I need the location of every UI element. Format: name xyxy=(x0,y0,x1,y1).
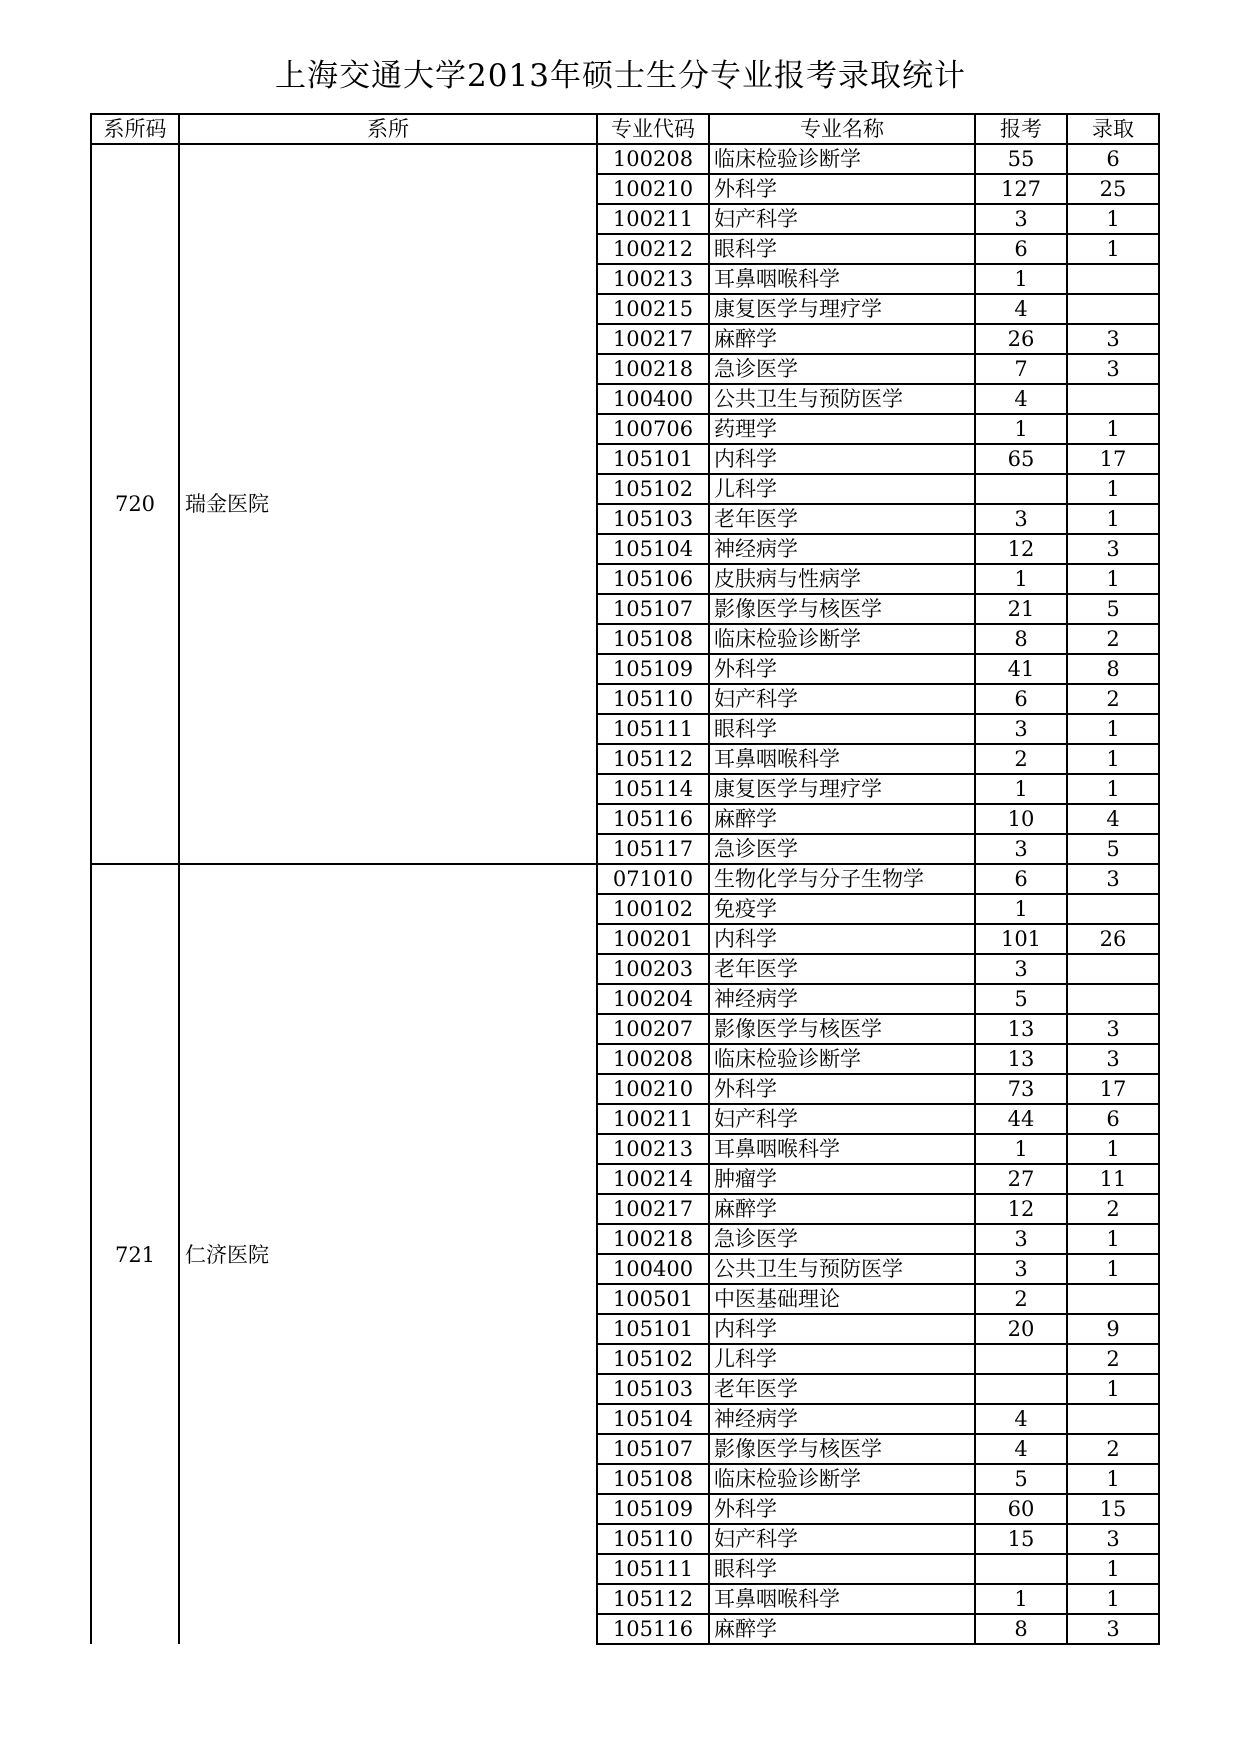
major-name-cell: 内科学 xyxy=(709,444,975,474)
admitted-cell: 2 xyxy=(1067,1194,1159,1224)
major-code-cell: 100706 xyxy=(597,414,709,444)
applied-cell: 21 xyxy=(975,594,1067,624)
header-admitted: 录取 xyxy=(1067,114,1159,144)
major-name-cell: 麻醉学 xyxy=(709,1614,975,1644)
applied-cell: 1 xyxy=(975,264,1067,294)
applied-cell: 6 xyxy=(975,864,1067,894)
applied-cell: 44 xyxy=(975,1104,1067,1134)
major-code-cell: 105116 xyxy=(597,1614,709,1644)
major-code-cell: 105102 xyxy=(597,474,709,504)
header-major-name: 专业名称 xyxy=(709,114,975,144)
admitted-cell: 1 xyxy=(1067,414,1159,444)
applied-cell: 2 xyxy=(975,744,1067,774)
major-name-cell: 康复医学与理疗学 xyxy=(709,294,975,324)
major-name-cell: 影像医学与核医学 xyxy=(709,594,975,624)
admitted-cell: 4 xyxy=(1067,804,1159,834)
admitted-cell xyxy=(1067,384,1159,414)
major-name-cell: 内科学 xyxy=(709,924,975,954)
admitted-cell: 1 xyxy=(1067,564,1159,594)
major-code-cell: 105107 xyxy=(597,1434,709,1464)
major-code-cell: 105109 xyxy=(597,654,709,684)
admitted-cell: 9 xyxy=(1067,1314,1159,1344)
major-name-cell: 神经病学 xyxy=(709,984,975,1014)
admitted-cell: 2 xyxy=(1067,1434,1159,1464)
major-code-cell: 105108 xyxy=(597,624,709,654)
admitted-cell: 2 xyxy=(1067,624,1159,654)
admitted-cell: 8 xyxy=(1067,654,1159,684)
admitted-cell xyxy=(1067,1284,1159,1314)
major-name-cell: 眼科学 xyxy=(709,234,975,264)
applied-cell: 41 xyxy=(975,654,1067,684)
major-name-cell: 生物化学与分子生物学 xyxy=(709,864,975,894)
major-name-cell: 妇产科学 xyxy=(709,1524,975,1554)
applied-cell: 3 xyxy=(975,204,1067,234)
applied-cell: 4 xyxy=(975,1434,1067,1464)
major-code-cell: 105104 xyxy=(597,1404,709,1434)
major-code-cell: 100213 xyxy=(597,1134,709,1164)
admitted-cell: 3 xyxy=(1067,324,1159,354)
major-code-cell: 100211 xyxy=(597,204,709,234)
admitted-cell: 1 xyxy=(1067,744,1159,774)
statistics-table xyxy=(90,113,1160,1645)
major-code-cell: 105102 xyxy=(597,1344,709,1374)
applied-cell: 4 xyxy=(975,294,1067,324)
applied-cell xyxy=(975,1554,1067,1584)
applied-cell: 13 xyxy=(975,1014,1067,1044)
applied-cell: 127 xyxy=(975,174,1067,204)
major-code-cell: 105116 xyxy=(597,804,709,834)
major-code-cell: 071010 xyxy=(597,864,709,894)
major-name-cell: 急诊医学 xyxy=(709,834,975,864)
major-name-cell: 外科学 xyxy=(709,174,975,204)
major-code-cell: 100218 xyxy=(597,354,709,384)
applied-cell xyxy=(975,1344,1067,1374)
major-name-cell: 影像医学与核医学 xyxy=(709,1434,975,1464)
major-name-cell: 儿科学 xyxy=(709,474,975,504)
applied-cell: 3 xyxy=(975,834,1067,864)
admitted-cell: 11 xyxy=(1067,1164,1159,1194)
admitted-cell: 1 xyxy=(1067,1554,1159,1584)
major-code-cell: 100211 xyxy=(597,1104,709,1134)
major-code-cell: 100204 xyxy=(597,984,709,1014)
applied-cell: 4 xyxy=(975,384,1067,414)
applied-cell: 1 xyxy=(975,1134,1067,1164)
major-name-cell: 外科学 xyxy=(709,654,975,684)
applied-cell: 1 xyxy=(975,564,1067,594)
major-name-cell: 神经病学 xyxy=(709,534,975,564)
major-name-cell: 耳鼻咽喉科学 xyxy=(709,1134,975,1164)
major-name-cell: 耳鼻咽喉科学 xyxy=(709,744,975,774)
major-code-cell: 105110 xyxy=(597,684,709,714)
admitted-cell: 1 xyxy=(1067,1224,1159,1254)
major-code-cell: 100217 xyxy=(597,1194,709,1224)
admitted-cell: 1 xyxy=(1067,1254,1159,1284)
major-code-cell: 100208 xyxy=(597,144,709,174)
admitted-cell: 3 xyxy=(1067,1014,1159,1044)
major-name-cell: 麻醉学 xyxy=(709,1194,975,1224)
major-name-cell: 临床检验诊断学 xyxy=(709,624,975,654)
major-name-cell: 老年医学 xyxy=(709,1374,975,1404)
major-name-cell: 临床检验诊断学 xyxy=(709,1044,975,1074)
major-code-cell: 100217 xyxy=(597,324,709,354)
applied-cell: 60 xyxy=(975,1494,1067,1524)
applied-cell: 12 xyxy=(975,534,1067,564)
major-name-cell: 耳鼻咽喉科学 xyxy=(709,264,975,294)
dept-name-cell: 瑞金医院 xyxy=(179,144,597,864)
admitted-cell xyxy=(1067,294,1159,324)
applied-cell xyxy=(975,474,1067,504)
admitted-cell xyxy=(1067,1404,1159,1434)
major-name-cell: 妇产科学 xyxy=(709,1104,975,1134)
applied-cell: 10 xyxy=(975,804,1067,834)
major-name-cell: 神经病学 xyxy=(709,1404,975,1434)
dept-code-cell: 721 xyxy=(91,864,179,1644)
admitted-cell xyxy=(1067,984,1159,1014)
applied-cell: 101 xyxy=(975,924,1067,954)
admitted-cell: 25 xyxy=(1067,174,1159,204)
applied-cell: 1 xyxy=(975,894,1067,924)
admitted-cell: 2 xyxy=(1067,684,1159,714)
major-name-cell: 临床检验诊断学 xyxy=(709,1464,975,1494)
major-code-cell: 105109 xyxy=(597,1494,709,1524)
admitted-cell: 3 xyxy=(1067,1044,1159,1074)
applied-cell xyxy=(975,1374,1067,1404)
major-name-cell: 外科学 xyxy=(709,1074,975,1104)
admitted-cell: 1 xyxy=(1067,1464,1159,1494)
applied-cell: 55 xyxy=(975,144,1067,174)
admitted-cell: 1 xyxy=(1067,1134,1159,1164)
header-major-code: 专业代码 xyxy=(597,114,709,144)
admitted-cell: 1 xyxy=(1067,1374,1159,1404)
major-code-cell: 105104 xyxy=(597,534,709,564)
applied-cell: 13 xyxy=(975,1044,1067,1074)
dept-code-cell: 720 xyxy=(91,144,179,864)
major-name-cell: 耳鼻咽喉科学 xyxy=(709,1584,975,1614)
major-code-cell: 100208 xyxy=(597,1044,709,1074)
admitted-cell: 2 xyxy=(1067,1344,1159,1374)
admitted-cell: 5 xyxy=(1067,834,1159,864)
applied-cell: 3 xyxy=(975,1224,1067,1254)
dept-name-cell: 仁济医院 xyxy=(179,864,597,1644)
applied-cell: 6 xyxy=(975,234,1067,264)
admitted-cell: 1 xyxy=(1067,204,1159,234)
major-name-cell: 儿科学 xyxy=(709,1344,975,1374)
applied-cell: 5 xyxy=(975,984,1067,1014)
major-name-cell: 妇产科学 xyxy=(709,684,975,714)
major-name-cell: 中医基础理论 xyxy=(709,1284,975,1314)
major-name-cell: 肿瘤学 xyxy=(709,1164,975,1194)
applied-cell: 27 xyxy=(975,1164,1067,1194)
major-name-cell: 眼科学 xyxy=(709,1554,975,1584)
major-name-cell: 公共卫生与预防医学 xyxy=(709,1254,975,1284)
major-code-cell: 100212 xyxy=(597,234,709,264)
applied-cell: 1 xyxy=(975,1584,1067,1614)
applied-cell: 3 xyxy=(975,714,1067,744)
major-code-cell: 105114 xyxy=(597,774,709,804)
applied-cell: 20 xyxy=(975,1314,1067,1344)
applied-cell: 73 xyxy=(975,1074,1067,1104)
major-code-cell: 100400 xyxy=(597,1254,709,1284)
applied-cell: 3 xyxy=(975,504,1067,534)
admitted-cell: 1 xyxy=(1067,714,1159,744)
applied-cell: 4 xyxy=(975,1404,1067,1434)
applied-cell: 6 xyxy=(975,684,1067,714)
major-code-cell: 105111 xyxy=(597,1554,709,1584)
applied-cell: 65 xyxy=(975,444,1067,474)
admitted-cell: 6 xyxy=(1067,144,1159,174)
major-code-cell: 100210 xyxy=(597,1074,709,1104)
major-code-cell: 105108 xyxy=(597,1464,709,1494)
admitted-cell: 5 xyxy=(1067,594,1159,624)
major-name-cell: 急诊医学 xyxy=(709,1224,975,1254)
applied-cell: 2 xyxy=(975,1284,1067,1314)
major-code-cell: 105103 xyxy=(597,1374,709,1404)
applied-cell: 5 xyxy=(975,1464,1067,1494)
applied-cell: 3 xyxy=(975,1254,1067,1284)
major-name-cell: 眼科学 xyxy=(709,714,975,744)
major-code-cell: 100215 xyxy=(597,294,709,324)
admitted-cell: 3 xyxy=(1067,1524,1159,1554)
major-code-cell: 100218 xyxy=(597,1224,709,1254)
major-code-cell: 100501 xyxy=(597,1284,709,1314)
major-code-cell: 105101 xyxy=(597,1314,709,1344)
major-code-cell: 100214 xyxy=(597,1164,709,1194)
major-code-cell: 105117 xyxy=(597,834,709,864)
admitted-cell: 3 xyxy=(1067,864,1159,894)
applied-cell: 8 xyxy=(975,1614,1067,1644)
admitted-cell: 26 xyxy=(1067,924,1159,954)
table-header-row xyxy=(91,114,1159,144)
major-code-cell: 100201 xyxy=(597,924,709,954)
admitted-cell: 17 xyxy=(1067,444,1159,474)
applied-cell: 15 xyxy=(975,1524,1067,1554)
major-code-cell: 100203 xyxy=(597,954,709,984)
applied-cell: 3 xyxy=(975,954,1067,984)
major-code-cell: 100102 xyxy=(597,894,709,924)
admitted-cell: 1 xyxy=(1067,474,1159,504)
major-code-cell: 105112 xyxy=(597,744,709,774)
applied-cell: 7 xyxy=(975,354,1067,384)
applied-cell: 26 xyxy=(975,324,1067,354)
admitted-cell: 1 xyxy=(1067,1584,1159,1614)
admitted-cell xyxy=(1067,894,1159,924)
table-row xyxy=(91,864,1159,894)
major-code-cell: 105106 xyxy=(597,564,709,594)
header-dept: 系所 xyxy=(179,114,597,144)
major-name-cell: 麻醉学 xyxy=(709,324,975,354)
admitted-cell: 3 xyxy=(1067,1614,1159,1644)
major-name-cell: 老年医学 xyxy=(709,954,975,984)
applied-cell: 8 xyxy=(975,624,1067,654)
major-code-cell: 105107 xyxy=(597,594,709,624)
major-code-cell: 100400 xyxy=(597,384,709,414)
major-name-cell: 老年医学 xyxy=(709,504,975,534)
page-title: 上海交通大学2013年硕士生分专业报考录取统计 xyxy=(275,58,966,94)
admitted-cell xyxy=(1067,264,1159,294)
major-code-cell: 105103 xyxy=(597,504,709,534)
admitted-cell: 17 xyxy=(1067,1074,1159,1104)
header-applied: 报考 xyxy=(975,114,1067,144)
major-name-cell: 内科学 xyxy=(709,1314,975,1344)
admitted-cell: 1 xyxy=(1067,234,1159,264)
major-code-cell: 100207 xyxy=(597,1014,709,1044)
applied-cell: 12 xyxy=(975,1194,1067,1224)
major-code-cell: 105111 xyxy=(597,714,709,744)
major-name-cell: 急诊医学 xyxy=(709,354,975,384)
major-name-cell: 公共卫生与预防医学 xyxy=(709,384,975,414)
admitted-cell: 1 xyxy=(1067,774,1159,804)
major-name-cell: 皮肤病与性病学 xyxy=(709,564,975,594)
applied-cell: 1 xyxy=(975,414,1067,444)
major-name-cell: 药理学 xyxy=(709,414,975,444)
major-name-cell: 外科学 xyxy=(709,1494,975,1524)
admitted-cell: 3 xyxy=(1067,534,1159,564)
major-code-cell: 105110 xyxy=(597,1524,709,1554)
admitted-cell: 1 xyxy=(1067,504,1159,534)
major-code-cell: 105112 xyxy=(597,1584,709,1614)
admitted-cell xyxy=(1067,954,1159,984)
applied-cell: 1 xyxy=(975,774,1067,804)
admitted-cell: 15 xyxy=(1067,1494,1159,1524)
table-row xyxy=(91,144,1159,174)
major-name-cell: 麻醉学 xyxy=(709,804,975,834)
header-dept-code: 系所码 xyxy=(91,114,179,144)
major-name-cell: 妇产科学 xyxy=(709,204,975,234)
major-name-cell: 影像医学与核医学 xyxy=(709,1014,975,1044)
major-code-cell: 105101 xyxy=(597,444,709,474)
major-name-cell: 康复医学与理疗学 xyxy=(709,774,975,804)
admitted-cell: 6 xyxy=(1067,1104,1159,1134)
major-name-cell: 临床检验诊断学 xyxy=(709,144,975,174)
admitted-cell: 3 xyxy=(1067,354,1159,384)
major-name-cell: 免疫学 xyxy=(709,894,975,924)
major-code-cell: 100213 xyxy=(597,264,709,294)
major-code-cell: 100210 xyxy=(597,174,709,204)
